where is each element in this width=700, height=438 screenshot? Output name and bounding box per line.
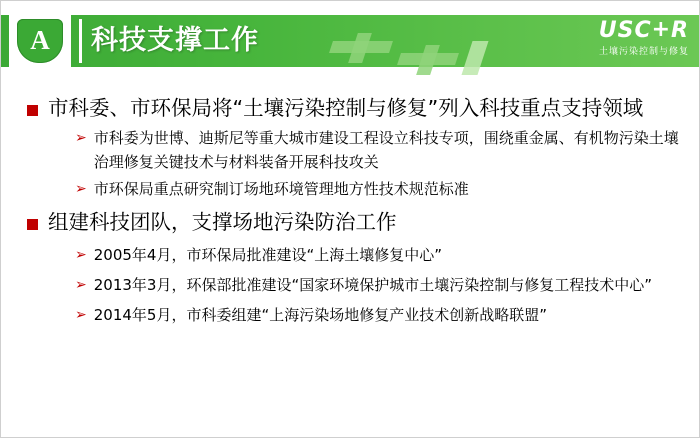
arrow-bullet-icon: ➢ [75, 247, 87, 263]
slide-body [1, 83, 700, 438]
page-title: 科技支撑工作 [91, 25, 259, 56]
bullet-level2-text: 市科委为世博、迪斯尼等重大城市建设工程设立科技专项，围绕重金属、有机物污染土壤治理修复关键技术与材料装备开展科技攻关 [93, 129, 679, 171]
bullet-level2 [23, 273, 687, 297]
content-block [23, 93, 687, 201]
bullet-level1 [23, 207, 687, 237]
logo [539, 19, 689, 57]
square-bullet-icon [27, 219, 38, 230]
logo-subtitle: 土壤污染控制与修复 [598, 46, 689, 56]
logo-plus-icon: + [651, 17, 672, 42]
title-divider [79, 19, 82, 63]
bullet-level1 [23, 93, 687, 123]
arrow-bullet-icon: ➢ [75, 181, 87, 197]
bullet-level2-text: 2014年5月，市科委组建“上海污染场地修复产业技术创新战略联盟” [93, 306, 547, 324]
bullet-level2-text: 市环保局重点研究制订场地环境管理地方性技术规范标准 [93, 180, 469, 198]
section-badge [9, 15, 71, 67]
bullet-level2-text: 2005年4月，市环保局批准建设“上海土壤修复中心” [93, 246, 442, 264]
bullet-level2 [23, 243, 687, 267]
bullet-level1-text: 组建科技团队，支撑场地污染防治工作 [48, 210, 397, 234]
decorative-cross-icon [461, 41, 488, 75]
bullet-level2 [23, 303, 687, 327]
arrow-bullet-icon: ➢ [75, 277, 87, 293]
slide-header [1, 1, 700, 81]
logo-suffix: R [671, 18, 689, 43]
logo-wordmark [539, 19, 689, 43]
bullet-level2 [23, 126, 687, 174]
arrow-bullet-icon: ➢ [75, 130, 87, 146]
arrow-bullet-icon: ➢ [75, 307, 87, 323]
logo-text: USC [598, 18, 652, 43]
bullet-level2-text: 2013年3月，环保部批准建设“国家环境保护城市土壤污染控制与修复工程技术中心” [93, 276, 652, 294]
content-block [23, 207, 687, 327]
bullet-level2 [23, 177, 687, 201]
section-badge-letter: A [30, 24, 50, 55]
shield-icon [17, 19, 63, 63]
square-bullet-icon [27, 105, 38, 116]
bullet-level1-text: 市科委、市环保局将“土壤污染控制与修复”列入科技重点支持领域 [48, 96, 644, 120]
